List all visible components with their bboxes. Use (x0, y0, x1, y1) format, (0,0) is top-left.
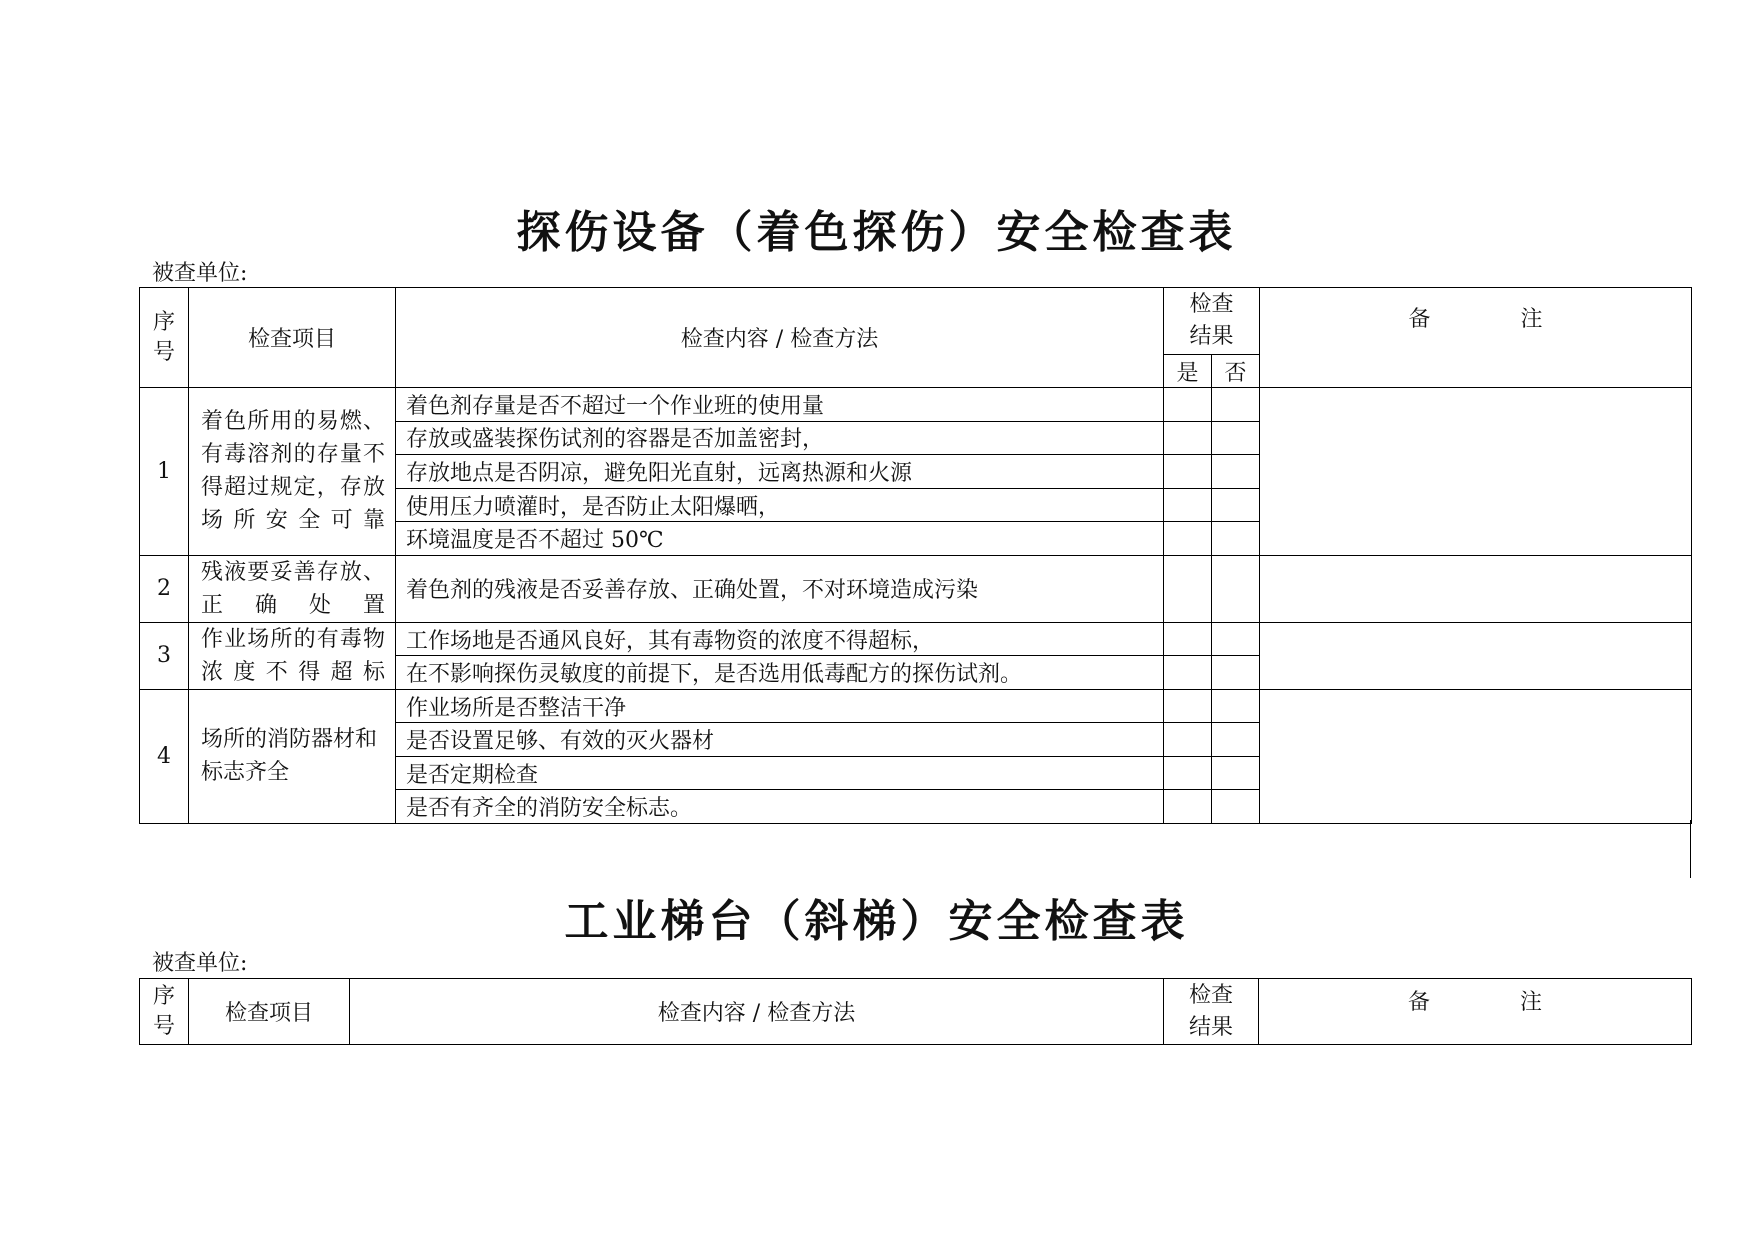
check-item-cell: 着色所用的易燃、有毒溶剂的存量不得超过规定，存放场所安全可靠 (189, 388, 396, 556)
result-header-text: 检查结果 (1189, 292, 1234, 349)
no-checkbox-cell[interactable] (1212, 421, 1260, 455)
yes-checkbox-cell[interactable] (1164, 790, 1212, 824)
seq-cell: 4 (140, 689, 189, 823)
check-item-cell: 场所的消防器材和标志齐全 (189, 689, 396, 823)
check-item-cell: 残液要妥善存放、正确处置 (189, 555, 396, 622)
result-header (1164, 288, 1260, 355)
no-checkbox-cell[interactable] (1212, 388, 1260, 422)
yes-checkbox-cell[interactable] (1164, 689, 1212, 723)
content-header: 检查内容 / 检查方法 (350, 979, 1164, 1045)
table-border-stub (1690, 820, 1691, 878)
check-content-cell: 是否定期检查 (396, 756, 1164, 790)
no-header: 否 (1212, 355, 1260, 388)
yes-checkbox-cell[interactable] (1164, 488, 1212, 522)
check-content-cell: 作业场所是否整洁干净 (396, 689, 1164, 723)
yes-checkbox-cell[interactable] (1164, 421, 1212, 455)
check-content-cell: 工作场地是否通风良好，其有毒物资的浓度不得超标， (396, 622, 1164, 656)
remark-header-a: 备 (1408, 307, 1431, 332)
no-checkbox-cell[interactable] (1212, 555, 1260, 622)
yes-checkbox-cell[interactable] (1164, 555, 1212, 622)
result-header (1164, 979, 1259, 1045)
check-content-cell: 着色剂的残液是否妥善存放、正确处置，不对环境造成污染 (396, 555, 1164, 622)
table2-title: 工业梯台（斜梯）安全检查表 (564, 896, 1189, 947)
no-checkbox-cell[interactable] (1212, 723, 1260, 757)
no-checkbox-cell[interactable] (1212, 522, 1260, 556)
content-header: 检查内容 / 检查方法 (396, 288, 1164, 388)
remark-header-b: 注 (1520, 307, 1543, 332)
no-checkbox-cell[interactable] (1212, 488, 1260, 522)
remark-header-b: 注 (1520, 990, 1543, 1015)
remark-cell[interactable] (1260, 689, 1692, 823)
seq-header-text: 序号 (152, 309, 175, 365)
check-content-cell: 使用压力喷灌时，是否防止太阳爆晒， (396, 488, 1164, 522)
check-content-cell: 着色剂存量是否不超过一个作业班的使用量 (396, 388, 1164, 422)
table-row (140, 689, 1692, 723)
table1-title: 探伤设备（着色探伤）安全检查表 (516, 207, 1237, 258)
check-item-cell: 作业场所的有毒物浓度不得超标 (189, 622, 396, 689)
seq-cell: 1 (140, 388, 189, 556)
remark-header (1259, 979, 1692, 1045)
table1-header-row (140, 288, 1692, 355)
item-header: 检查项目 (189, 979, 350, 1045)
table2-header-row (140, 979, 1692, 1045)
seq-header-text: 序号 (152, 983, 175, 1039)
no-checkbox-cell[interactable] (1212, 656, 1260, 690)
result-header-text: 检查结果 (1188, 982, 1233, 1040)
table-row (140, 622, 1692, 656)
table-row (140, 555, 1692, 622)
remark-cell[interactable] (1260, 555, 1692, 622)
yes-checkbox-cell[interactable] (1164, 522, 1212, 556)
check-content-cell: 在不影响探伤灵敏度的前提下，是否选用低毒配方的探伤试剂。 (396, 656, 1164, 690)
table2-unit-label: 被查单位: (152, 951, 248, 976)
seq-cell: 3 (140, 622, 189, 689)
table2 (139, 978, 1692, 1045)
seq-header (140, 288, 189, 388)
seq-header (140, 979, 189, 1045)
yes-checkbox-cell[interactable] (1164, 756, 1212, 790)
yes-checkbox-cell[interactable] (1164, 455, 1212, 489)
check-content-cell: 存放或盛装探伤试剂的容器是否加盖密封， (396, 421, 1164, 455)
yes-checkbox-cell[interactable] (1164, 622, 1212, 656)
check-content-cell: 是否设置足够、有效的灭火器材 (396, 723, 1164, 757)
yes-checkbox-cell[interactable] (1164, 723, 1212, 757)
remark-header (1260, 288, 1692, 388)
check-content-cell: 存放地点是否阴凉，避免阳光直射，远离热源和火源 (396, 455, 1164, 489)
yes-header: 是 (1164, 355, 1212, 388)
item-header: 检查项目 (189, 288, 396, 388)
remark-header-a: 备 (1407, 990, 1430, 1015)
table1-unit-label: 被查单位: (152, 261, 248, 286)
remark-cell[interactable] (1260, 622, 1692, 689)
seq-cell: 2 (140, 555, 189, 622)
no-checkbox-cell[interactable] (1212, 455, 1260, 489)
check-content-cell: 是否有齐全的消防安全标志。 (396, 790, 1164, 824)
no-checkbox-cell[interactable] (1212, 689, 1260, 723)
no-checkbox-cell[interactable] (1212, 756, 1260, 790)
check-content-cell: 环境温度是否不超过 50℃ (396, 522, 1164, 556)
no-checkbox-cell[interactable] (1212, 790, 1260, 824)
remark-cell[interactable] (1260, 388, 1692, 556)
table-row (140, 388, 1692, 422)
no-checkbox-cell[interactable] (1212, 622, 1260, 656)
yes-checkbox-cell[interactable] (1164, 388, 1212, 422)
yes-checkbox-cell[interactable] (1164, 656, 1212, 690)
table1 (139, 287, 1692, 824)
